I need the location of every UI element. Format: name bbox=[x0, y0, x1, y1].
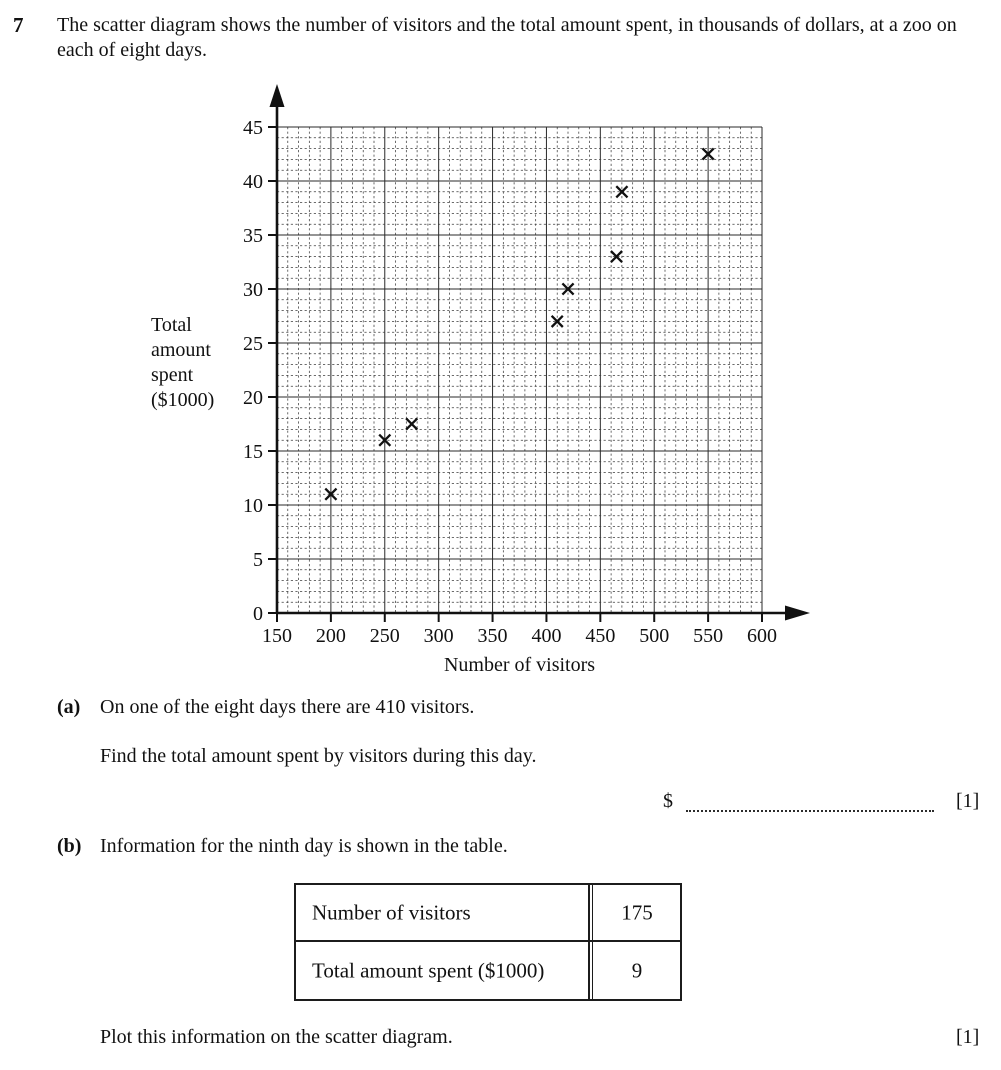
x-tick-label: 300 bbox=[423, 625, 454, 647]
table-row-value: 175 bbox=[621, 900, 653, 924]
y-tick-label: 10 bbox=[243, 495, 263, 517]
ninth-day-table bbox=[294, 883, 682, 1001]
table-row-value: 9 bbox=[631, 958, 643, 982]
part-b-label: (b) bbox=[57, 835, 82, 857]
y-axis-label-line: Total bbox=[151, 314, 192, 336]
table-row bbox=[296, 942, 680, 999]
y-tick-label: 15 bbox=[243, 441, 263, 463]
question-intro: The scatter diagram shows the number of visitors and the total amount spent, in thousands of dollars, at a zoo on each of eight days. bbox=[57, 14, 957, 61]
table-row-label: Total amount spent ($1000) bbox=[312, 958, 545, 982]
y-axis-arrowhead bbox=[270, 84, 285, 107]
part-a-marks: [1] bbox=[956, 790, 980, 812]
part-b-text1: Information for the ninth day is shown in the table. bbox=[100, 835, 508, 857]
answer-blank-line[interactable] bbox=[686, 790, 934, 812]
x-tick-label: 450 bbox=[585, 625, 616, 647]
y-tick-label: 0 bbox=[253, 603, 263, 625]
y-axis-label-line: ($1000) bbox=[151, 389, 215, 411]
y-axis-label-line: amount bbox=[151, 339, 211, 361]
y-axis-label-line: spent bbox=[151, 364, 194, 386]
table-column-divider bbox=[588, 885, 593, 999]
y-tick-label: 20 bbox=[243, 387, 263, 409]
question-number: 7 bbox=[13, 13, 24, 37]
x-tick-label: 400 bbox=[531, 625, 562, 647]
y-tick-label: 35 bbox=[243, 225, 263, 247]
x-tick-label: 500 bbox=[639, 625, 670, 647]
y-tick-label: 5 bbox=[253, 549, 263, 571]
x-tick-label: 150 bbox=[262, 625, 292, 647]
y-tick-label: 30 bbox=[243, 279, 263, 301]
x-axis-title: Number of visitors bbox=[443, 654, 596, 676]
x-tick-label: 350 bbox=[477, 625, 508, 647]
part-a-text1: On one of the eight days there are 410 visitors. bbox=[100, 696, 475, 718]
part-b-marks: [1] bbox=[956, 1026, 980, 1048]
answer-currency-prefix: $ bbox=[663, 790, 673, 812]
part-a-text2: Find the total amount spent by visitors during this day. bbox=[100, 745, 537, 767]
scatter-chart[interactable] bbox=[170, 80, 850, 692]
x-axis-arrowhead bbox=[785, 606, 810, 621]
y-tick-label: 25 bbox=[243, 333, 263, 355]
x-tick-label: 550 bbox=[693, 625, 724, 647]
y-tick-label: 40 bbox=[243, 171, 263, 193]
x-tick-label: 600 bbox=[747, 625, 777, 647]
y-tick-label: 45 bbox=[243, 117, 263, 139]
part-a-label: (a) bbox=[57, 696, 81, 718]
table-row bbox=[296, 885, 680, 942]
table-row-label: Number of visitors bbox=[312, 900, 471, 924]
scatter-chart-svg[interactable] bbox=[170, 80, 850, 692]
x-tick-label: 200 bbox=[315, 625, 346, 647]
part-b-text2: Plot this information on the scatter diagram. bbox=[100, 1026, 453, 1048]
x-tick-label: 250 bbox=[369, 625, 400, 647]
